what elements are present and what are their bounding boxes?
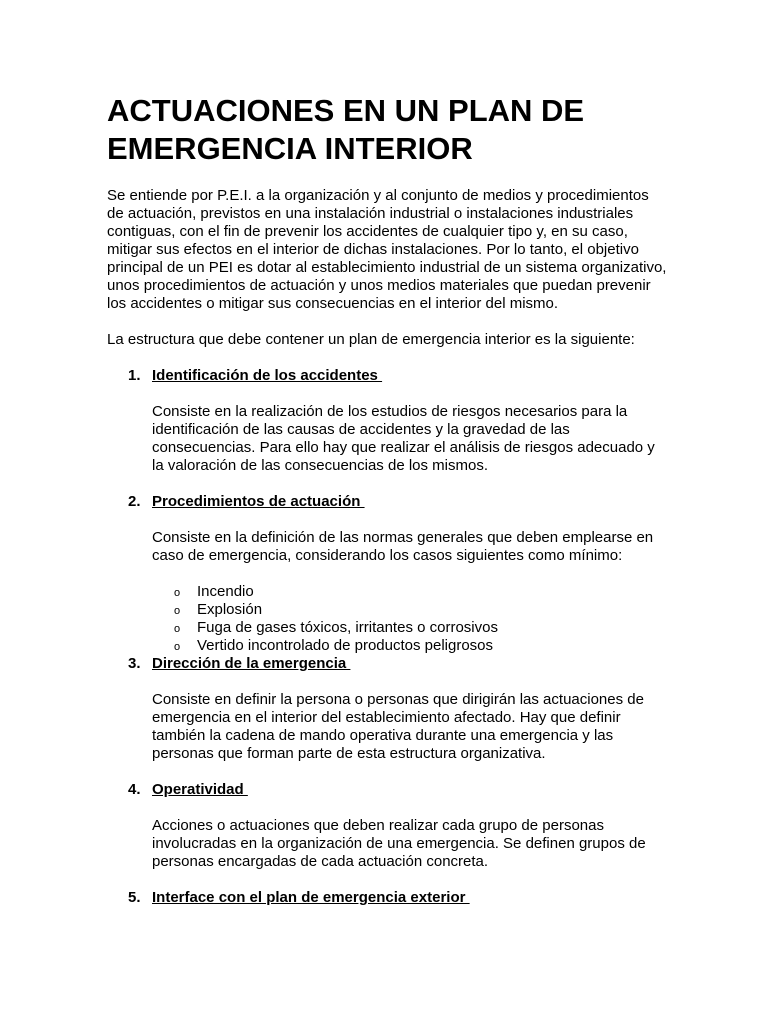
section-procedimientos (107, 493, 667, 655)
section-operatividad (107, 781, 667, 871)
list-item-text: Vertido incontrolado de productos peligrosos (197, 637, 494, 654)
list-item-text: Incendio (197, 583, 254, 600)
section-text: Consiste en la definición de las normas generales que deben emplearse en caso de emergencia, considerando los casos siguientes como mínimo: (152, 529, 654, 564)
bullet-circle-icon: o (174, 641, 181, 653)
section-number: 2. (128, 493, 141, 510)
list-item (152, 619, 667, 637)
section-interface (107, 889, 667, 907)
section-number: 5. (128, 889, 141, 906)
section-direccion (107, 655, 667, 763)
section-title: Operatividad (152, 781, 248, 798)
section-title: Procedimientos de actuación (152, 493, 365, 510)
list-item-text: Explosión (197, 601, 263, 618)
bullet-list (152, 583, 667, 655)
list-item (152, 601, 667, 619)
title-line-1: ACTUACIONES EN UN PLAN DE (107, 93, 585, 128)
intro-paragraph: Se entiende por P.E.I. a la organización y al conjunto de medios y procedimientos de actuación, previstos en una instalación industrial o instalaciones industriales contiguas, con el fin de prevenir los accidentes de cualquier tipo y, en su caso, mitigar sus efectos en el interior de dichas instalaciones. Por lo tanto, el objetivo principal de un PEI es dotar al establecimiento industrial de un sistema organizativo, unos procedimientos de actuación y unos medios materiales que puedan prevenir los accidentes o mitigar sus consecuencias en el interior del mismo. (107, 187, 667, 312)
section-title: Dirección de la emergencia (152, 655, 351, 672)
section-title: Identificación de los accidentes (152, 367, 383, 384)
bullet-circle-icon: o (174, 605, 181, 617)
section-text: Consiste en la realización de los estudios de riesgos necesarios para la identificación de las causas de accidentes y la gravedad de las consecuencias. Para ello hay que realizar el análisis de riesgos adecuado y la valoración de las consecuencias de los mismos. (152, 403, 655, 474)
section-identificacion (107, 367, 667, 475)
list-item-text: Fuga de gases tóxicos, irritantes o corrosivos (197, 619, 498, 636)
title-line-2: EMERGENCIA INTERIOR (107, 131, 473, 166)
structure-paragraph: La estructura que debe contener un plan de emergencia interior es la siguiente: (107, 331, 635, 348)
bullet-circle-icon: o (174, 623, 181, 635)
section-text: Consiste en definir la persona o personas que dirigirán las actuaciones de emergencia en el interior del establecimiento afectado. Hay que definir también la cadena de mando operativa durante una emergencia y las personas que forman parte de esta estructura organizativa. (152, 691, 644, 762)
section-number: 4. (128, 781, 141, 798)
section-text: Acciones o actuaciones que deben realizar cada grupo de personas involucradas en la organización de una emergencia. Se definen grupos de personas encargadas de cada actuación concreta. (152, 817, 646, 870)
bullet-circle-icon: o (174, 587, 181, 599)
document-page (107, 92, 667, 907)
sections-list (107, 367, 667, 907)
list-item (152, 583, 667, 601)
section-number: 3. (128, 655, 141, 672)
section-number: 1. (128, 367, 141, 384)
document-title (107, 92, 667, 168)
section-title: Interface con el plan de emergencia exterior (152, 889, 470, 906)
list-item (152, 637, 667, 655)
